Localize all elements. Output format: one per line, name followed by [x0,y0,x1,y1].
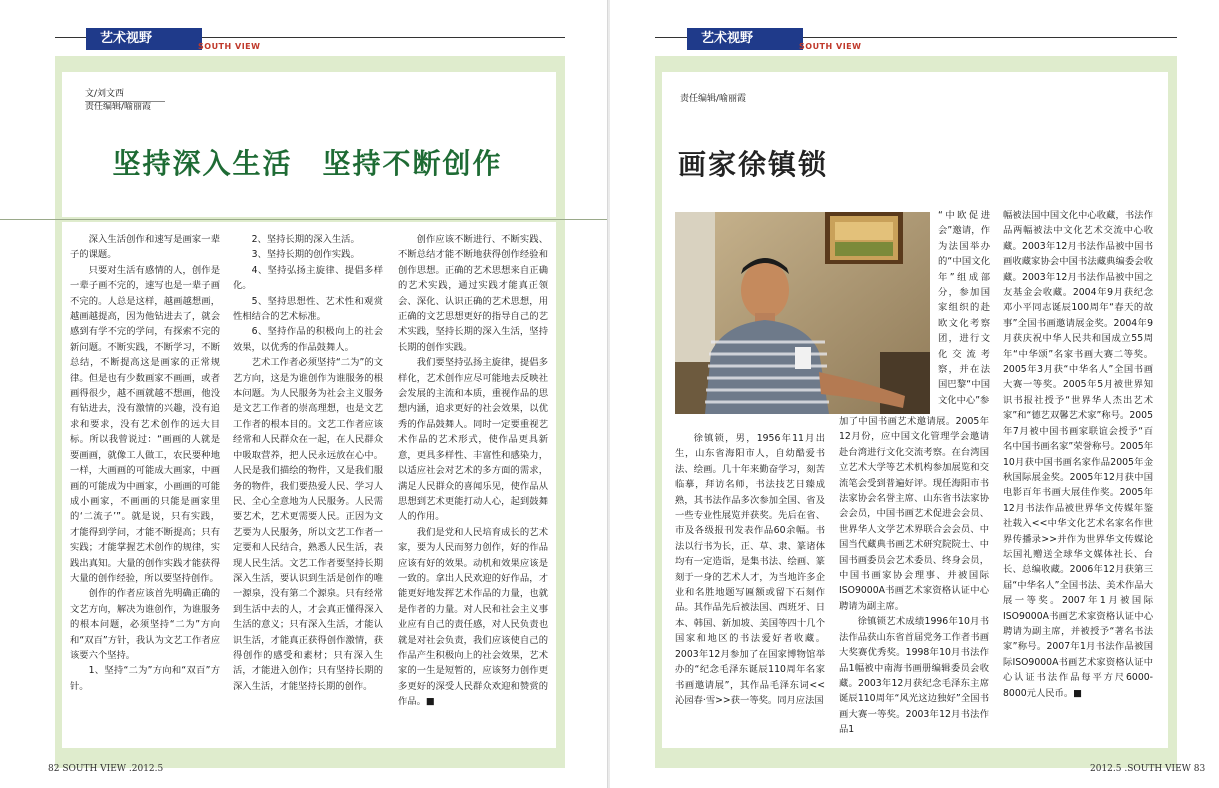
paragraph: 徐镇锁，男，1956年11月出生，山东省海阳市人，自幼酷爱书法、绘画。几十年来勤奋学习，刻苦临摹，拜访名师，书法技艺日臻成熟，其书法作品多次参加全国、省及一些专业性展览并获奖。先后在省、市及各级报刊发表作品60余幅。书法以行书为长，正、草、隶、篆诸体均有一定造诣，是集书法、绘画、篆刻于一身的艺术人才，为当地许多企业和名胜地题写匾额或留下石刻作品。其作品先后被法国、西班牙、日本、韩国、新加坡、美国等四十几个国家和地区的书法爱好者收藏。2003年12月参加了在国家博物馆举办的“纪念毛泽东诞辰110周年名家书画邀请展”，其作品毛泽东词<<沁园春·雪>>获一等奖。同月应法国 [675,433,825,706]
right-column-1-lower [675,431,825,708]
author-credit: 文/刘文西 [85,89,125,99]
paragraph: 幅被法国中国文化中心收藏，书法作品两幅被法中文化艺术交流中心收藏。2003年12月书法作品被中国书画收藏家协会中国书法藏典编委会收藏。2003年12月书法作品被中国之友基金会收藏。2004年9月获纪念邓小平同志诞辰100周年“春天的故事”全国书画邀请展金奖。2004年9月获庆祝中华人民共和国成立55周年“中华颂”名家书画大赛二等奖。2005年3月获“中华名人”全国书画大赛一等奖。2005年5月被世界知识书报社授予“世界华人杰出艺术家”和“德艺双馨艺术家”称号。2005年7月被中国书画家联谊会授予“百名中国书画名家”荣誉称号。2005年10月获中国书画名家作品2005年金秋国际展金奖。2005年12月获中国电影百年书画大展佳作奖。2005年12月书法作品被世界华文传媒年鉴社载入<<中华文化艺术名家名作世界传播录>>并作为世界华文传媒论坛国礼赠送全球华文媒体社长、台长、总编收藏。2006年12月获第三届“中华名人”全国书法、美术作品大展一等奖。2007年1月被国际ISO9000A书画艺术家资格认证中心聘请为副主席，并被授予“著名书法家”称号。2007年1月书法作品被国际ISO9000A书画艺术家资格认证中心认证书法作品每平方尺6000-8000元人民币。■ [1003,210,1153,699]
paragraph: 创作应该不断进行、不断实践、不断总结才能不断地获得创作经验和创作思想。正确的艺术思想来自正确的艺术实践，通过实践才能真正领会、深化、认识正确的艺术思想，用正确的文艺思想更好的指导自己的艺术实践，坚持长期的深入生活，坚持长期的创作实践。 [398,234,548,353]
section-sub-label: SOUTH VIEW [198,42,261,51]
paragraph: 只要对生活有感情的人，创作是一辈子画不完的，速写也是一辈子画不完的。人总是这样，越画越想画，越画越提高，因为他钻进去了，就会感到有学不完的学问，有探索不完的新问题。不断实践，不断学习，不断总结，不断提高这是画家的正常规律。但是也有少数画家不画画，或者画得很少，越不画就越不想画，他没有钻进去，没有激情的兴趣，没有追求和要求，没有艺术创作的远大目标。所以我曾说过：“画画的人就是要画画，就像工人做工，农民要种地一样，大画画的可能成大画家，中画画的可能成为中画家，小画画的可能成小画家，不画画的只能是画家里的‘二流子’”。就是说，只有实践，才能得到学问，才能不断提高；只有实践；才能掌握艺术创作的规律，实践出真知。大量的创作实践才能获得大量的创作经验，所以要坚持创作。 [70,264,220,584]
section-sub-label: SOUTH VIEW [799,42,862,51]
paragraph: 徐镇锁艺术成绩1996年10月书法作品获山东省首届党务工作者书画大奖赛优秀奖。1998年10月书法作品1幅被中南海书画册编辑委员会收藏。2003年12月获纪念毛泽东主席诞辰110周年“风光这边独好”全国书画大赛一等奖。2003年12月书法作品1 [839,616,989,736]
paragraph: 艺术工作者必须坚持“二为”的文艺方向，这是为谁创作为谁服务的根本问题。为人民服务为社会主义服务是文艺工作者的崇高理想，也是文艺工作者的根本目的。文艺工作者应该经常和人民群众在一起，在人民群众中吸取营养，把人民永远放在心中。人民是我们描绘的物件，又是我们服务的物件，我们要热爱人民、学习人民、全心全意地为人民服务。人民需要艺术，艺术更需要人民。正因为文艺要为人民服务，所以文艺工作者一定要和人民结合，熟悉人民生活，表现人民生活。文艺工作者要坚持长期深入生活，要认识到生活是创作的唯一源泉，没有第二个源泉。只有经常到生活中去的人，才会真正懂得深入生活的意义；只有深入生活，才能认识生活，才能真正获得创作激情，获得创作的感受和素材；只有深入生活，才能进入创作；只有坚持长期的深入生活，才能坚持长期的创作。 [233,357,383,692]
credits-rule [85,101,165,102]
left-column-3 [398,232,548,710]
paragraph: 2、坚持长期的深入生活。 [251,234,360,245]
paragraph: 4、坚持弘扬主旋律、提倡多样化。 [233,264,383,292]
paragraph: 3、坚持长期的创作实践。 [251,249,360,261]
right-column-2 [1003,208,1153,701]
page-footer: 2012.5 .SOUTH VIEW 83 [1090,764,1206,774]
article-title: 坚持深入生活 坚持不断创作 [112,147,503,180]
right-column-1-body [675,416,989,738]
editor-credit: 责任编辑/喻丽霞 [85,102,152,112]
article-title: 画家徐镇锁 [678,148,829,181]
page-footer: 82 SOUTH VIEW .2012.5 [48,764,164,774]
portrait-photo [675,212,930,414]
paragraph: 我们是党和人民培育成长的艺术家，要为人民而努力创作，好的作品应该有好的效果。动机和效果应该是一致的。拿出人民欢迎的好作品，才能更好地发挥艺术作品的力量，也就是作者的力量。对人民和社会主义事业应有自己的责任感，对人民负责也就是对社会负责，我们应该使自己的作品产生积极向上的社会效果，艺术家的一生是短暂的，应该努力创作更多更好的深受人民群众欢迎和赞赏的作品。■ [398,526,548,708]
section-label: 艺术视野 [687,28,803,50]
paragraph: 深入生活创作和速写是画家一辈子的课题。 [70,234,220,261]
title-divider [0,219,609,220]
paragraph: 6、坚持作品的积极向上的社会效果，以优秀的作品鼓舞人。 [233,326,383,353]
paragraph: “中欧促进会”邀请，作为法国举办的“中国文化年”组成部分，参加国家组织的赴欧文化考察团，进行文化交流考察，并在法国巴黎“中国文化中心”参 [938,210,990,406]
section-label: 艺术视野 [86,28,202,50]
left-page [0,0,609,788]
paragraph: 加了中国书画艺术邀请展。2005年12月份，应中国文化管理学会邀请赴台湾进行文化交流考察。在台湾国立艺术大学等艺术机构参加展览和交流笔会受到普遍好评。现任海阳市书法家协会名誉主席、山东省书法家协会会员，中国书画艺术促进会会员、世界华人文学艺术界联合会会员、中国当代藏典书画艺术研究院院士、中国书画委员会艺术委员、终身会员，中国书画家协会理事、并被国际ISO9000A书画艺术家资格认证中心聘请为副主席。 [839,416,989,612]
credits [85,88,151,114]
right-column-1-middle [839,414,989,738]
paragraph: 5、坚持思想性、艺术性和观赏性相结合的艺术标准。 [233,295,383,323]
paragraph: 创作的作者应该首先明确正确的文艺方向，解决为谁创作，为谁服务的根本问题，必须坚持“二为”方向和“双百”方针，我认为文艺工作者应该要六个坚持。 [70,588,220,661]
paragraph: 1、坚持“二为”方向和“双百”方针。 [70,665,220,692]
paragraph: 我们要坚持弘扬主旋律，提倡多样化，艺术创作应尽可能地去反映社会发展的主流和本质，重视作品的思想内涵，追求更好的社会效果，以优秀的作品鼓舞人。同时一定要重视艺术作品的艺术形式，使作品更具新意，更具多样性、丰富性和感染力，以适应社会对艺术的多方面的需求，满足人民群众的喜闻乐见，使作品从思想到艺术更能打动人心，起到鼓舞人的作用。 [398,357,548,523]
right-editor-credit: 责任编辑/喻丽霞 [680,94,747,104]
right-column-1-upper [938,208,990,408]
left-column-2 [233,232,383,694]
left-column-1 [70,232,220,694]
